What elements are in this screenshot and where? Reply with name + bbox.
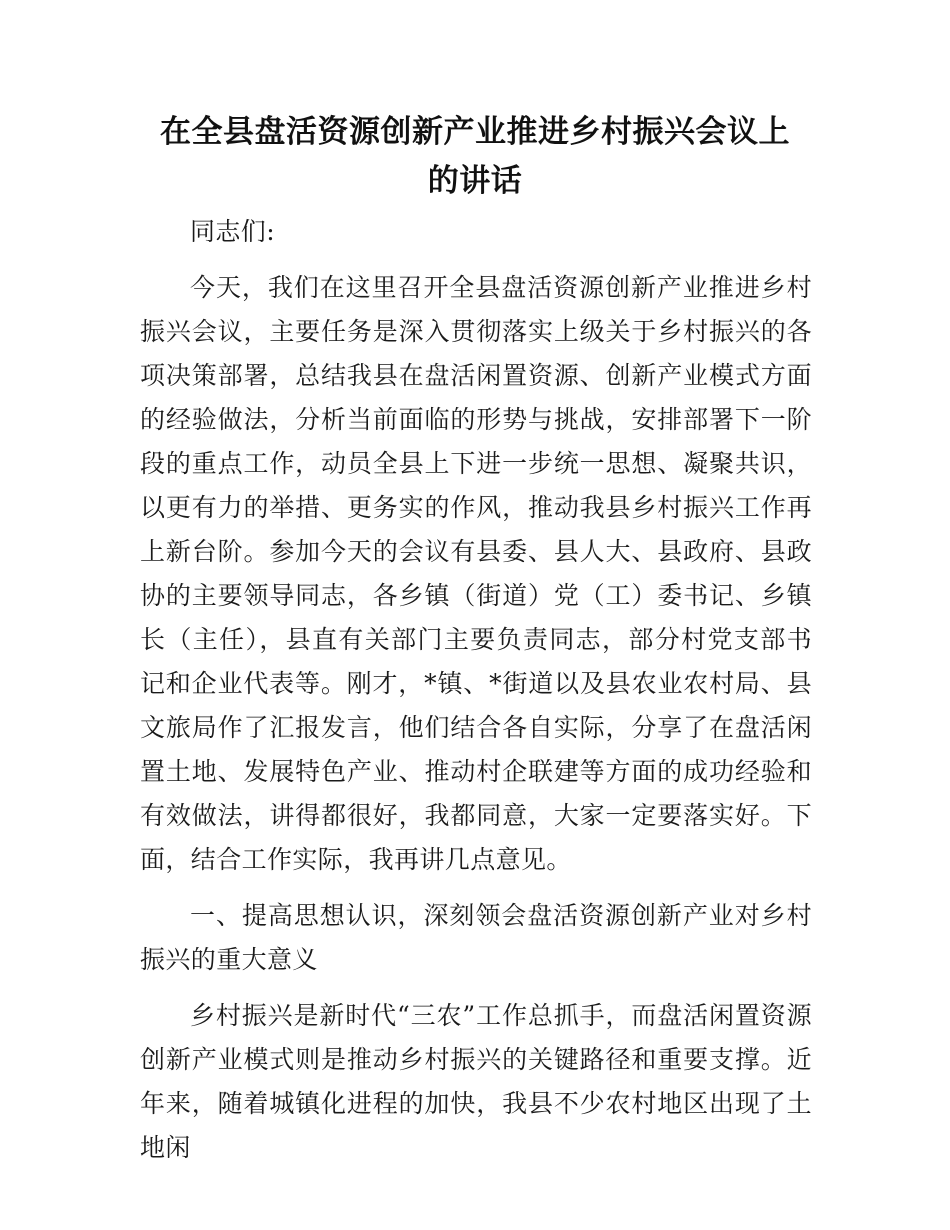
document-title — [140, 108, 810, 206]
salutation: 同志们: — [190, 217, 276, 246]
section-heading-1: 一、提高思想认识，深刻领会盘活资源创新产业对乡村振兴的重大意义 — [140, 901, 812, 974]
paragraph-section-1: 乡村振兴是新时代“三农”工作总抓手，而盘活闲置资源创新产业模式则是推动乡村振兴的关键路径和重要支撑。近年来，随着城镇化进程的加快，我县不少农村地区出现了土地闲 — [140, 1001, 812, 1162]
title-line-1: 在全县盘活资源创新产业推进乡村振兴会议上 — [160, 114, 790, 150]
paragraph-opening: 今天，我们在这里召开全县盘活资源创新产业推进乡村振兴会议，主要任务是深入贯彻落实上级关于乡村振兴的各项决策部署，总结我县在盘活闲置资源、创新产业模式方面的经验做法，分析当前面临的形势与挑战，安排部署下一阶段的重点工作，动员全县上下进一步统一思想、凝聚共识，以更有力的举措、更务实的作风，推动我县乡村振兴工作再上新台阶。参加今天的会议有县委、县人大、县政府、县政协的主要领导同志，各乡镇（街道）党（工）委书记、乡镇长（主任），县直有关部门主要负责同志，部分村党支部书记和企业代表等。刚才，*镇、*街道以及县农业农村局、县文旅局作了汇报发言，他们结合各自实际，分享了在盘活闲置土地、发展特色产业、推动村企联建等方面的成功经验和有效做法，讲得都很好，我都同意，大家一定要落实好。下面，结合工作实际，我再讲几点意见。 — [140, 273, 812, 874]
document-body — [140, 210, 812, 1182]
title-line-2: 的讲话 — [427, 163, 523, 199]
